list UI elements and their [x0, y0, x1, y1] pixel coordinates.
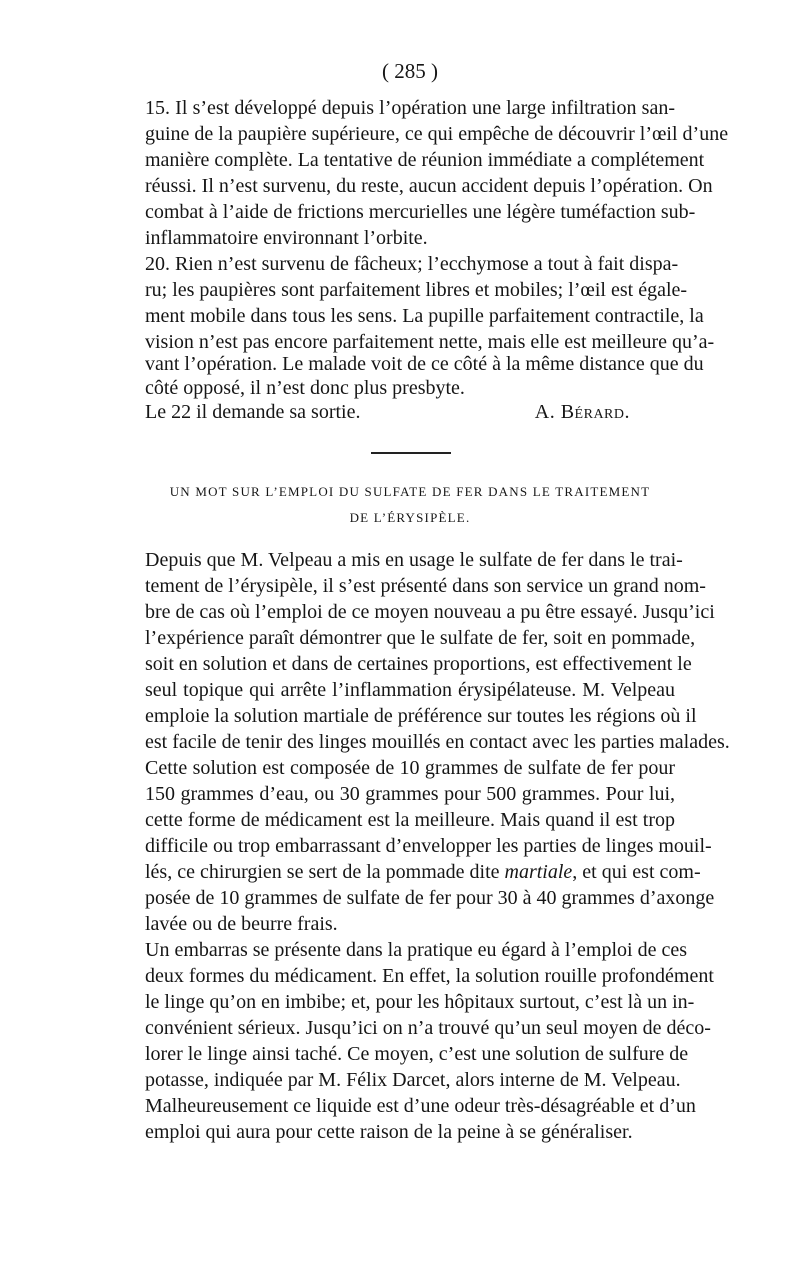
text-line: vision n’est pas encore parfaitement nette, mais elle est meilleure qu’a- — [145, 331, 715, 353]
text-line: 20. Rien n’est survenu de fâcheux; l’ecchymose a tout à fait dispa- — [145, 253, 679, 275]
article-title-line-2: DE L’ÉRYSIPÈLE. — [349, 510, 471, 525]
page-number: ( 285 ) — [382, 59, 438, 83]
text-line: Depuis que M. Velpeau a mis en usage le sulfate de fer dans le trai- — [145, 549, 683, 571]
text-line: Cette solution est composée de 10 grammes de sulfate de fer pour — [145, 757, 675, 779]
text-line-with-italic — [145, 860, 701, 884]
text-line: lorer le linge ainsi taché. Ce moyen, c’est une solution de sulfure de — [145, 1043, 689, 1065]
text-line: soit en solution et dans de certaines proportions, est effectivement le — [145, 653, 692, 675]
text-line: manière complète. La tentative de réunion immédiate a complétement — [145, 149, 705, 171]
text-line: lavée ou de beurre frais. — [145, 913, 338, 935]
author-signature: A. Bérard. — [534, 401, 630, 423]
text-line: ru; les paupières sont parfaitement libres et mobiles; l’œil est égale- — [145, 279, 688, 301]
text-line: le linge qu’on en imbibe; et, pour les hôpitaux surtout, c’est là un in- — [145, 991, 695, 1013]
text-line: deux formes du médicament. En effet, la solution rouille profondément — [145, 965, 714, 987]
text-line: vant l’opération. Le malade voit de ce côté à la même distance que du — [145, 353, 704, 375]
text-line: guine de la paupière supérieure, ce qui empêche de découvrir l’œil d’une — [145, 123, 729, 145]
text-line: réussi. Il n’est survenu, du reste, aucun accident depuis l’opération. On — [145, 175, 713, 197]
italic-term: martiale — [504, 861, 573, 883]
article-title-line-1: UN MOT SUR L’EMPLOI DU SULFATE DE FER DANS LE TRAITEMENT — [169, 484, 651, 499]
text-line: emploie la solution martiale de préférence sur toutes les régions où il — [145, 705, 697, 727]
text-line: 150 grammes d’eau, ou 30 grammes pour 500 grammes. Pour lui, — [145, 783, 675, 805]
text-line: tement de l’érysipèle, il s’est présenté dans son service un grand nom- — [145, 575, 706, 597]
text-line: seul topique qui arrête l’inflammation érysipélateuse. M. Velpeau — [145, 679, 675, 701]
text-line: est facile de tenir des linges mouillés en contact avec les parties malades. — [145, 731, 730, 753]
text-line: posée de 10 grammes de sulfate de fer pour 30 à 40 grammes d’axonge — [145, 887, 715, 909]
text-line: Malheureusement ce liquide est d’une odeur très-désagréable et d’un — [145, 1095, 696, 1117]
text-line: potasse, indiquée par M. Félix Darcet, alors interne de M. Velpeau. — [145, 1069, 681, 1091]
text-segment: lés, ce chirurgien se sert de la pommade dite — [145, 861, 505, 883]
text-line: ment mobile dans tous les sens. La pupille parfaitement contractile, la — [145, 305, 704, 327]
closing-line: Le 22 il demande sa sortie. — [145, 401, 361, 423]
text-line: l’expérience paraît démontrer que le sulfate de fer, soit en pommade, — [145, 627, 696, 649]
text-segment: , et qui est com- — [572, 861, 701, 883]
text-line: 15. Il s’est développé depuis l’opération une large infiltration san- — [145, 97, 675, 119]
text-line: Un embarras se présente dans la pratique eu égard à l’emploi de ces — [145, 939, 687, 961]
text-line: cette forme de médicament est la meilleure. Mais quand il est trop — [145, 809, 675, 831]
text-line: convénient sérieux. Jusqu’ici on n’a trouvé qu’un seul moyen de déco- — [145, 1017, 711, 1039]
text-line: inflammatoire environnant l’orbite. — [145, 227, 428, 249]
text-line: combat à l’aide de frictions mercurielles une légère tuméfaction sub- — [145, 201, 696, 223]
text-line: emploi qui aura pour cette raison de la peine à se généraliser. — [145, 1121, 633, 1143]
text-line: bre de cas où l’emploi de ce moyen nouveau a pu être essayé. Jusqu’ici — [145, 601, 715, 623]
text-line: difficile ou trop embarrassant d’envelopper les parties de linges mouil- — [145, 835, 712, 857]
text-line: côté opposé, il n’est donc plus presbyte. — [145, 377, 465, 399]
section-divider — [371, 452, 451, 454]
